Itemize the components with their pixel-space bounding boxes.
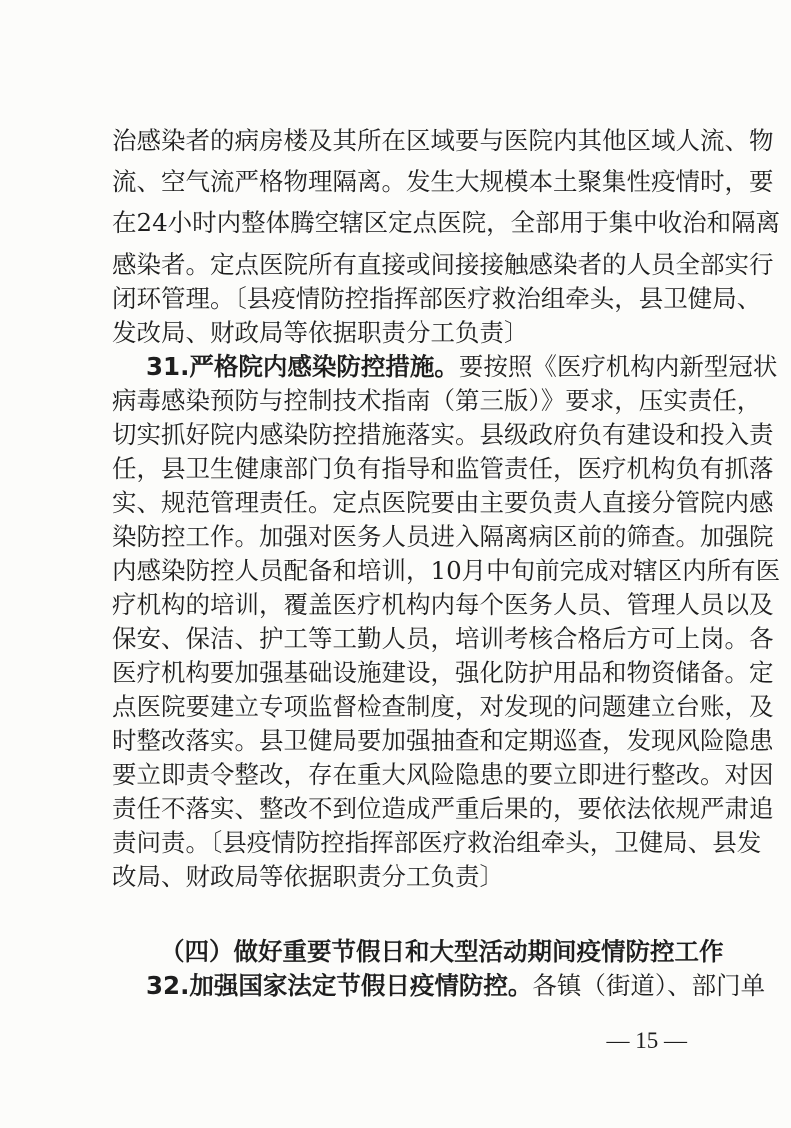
text-line: 实、规范管理责任。定点医院要由主要负责人直接分管院内感 <box>112 488 774 517</box>
text-line: 闭环管理。〔县疫情防控指挥部医疗救治组牵头，县卫健局、 <box>112 284 762 313</box>
text-line: 在24小时内整体腾空辖区定点医院，全部用于集中收治和隔离 <box>112 208 781 237</box>
text-line: 时整改落实。县卫健局要加强抽查和定期巡查，发现风险隐患 <box>112 726 774 755</box>
text-line: 病毒感染预防与控制技术指南（第三版）》要求，压实责任， <box>112 386 762 415</box>
text-line: 发改局、财政局等依据职责分工负责〕 <box>112 318 529 347</box>
text-line: 切实抓好院内感染防控措施落实。县级政府负有建设和投入责 <box>112 420 774 449</box>
text-span: 各镇（街道）、部门单 <box>532 971 766 1000</box>
text-line: 要立即责令整改，存在重大风险隐患的要立即进行整改。对因 <box>112 760 774 789</box>
text-line: 改局、财政局等依据职责分工负责〕 <box>112 862 504 891</box>
text-line: 感染者。定点医院所有直接或间接接触感染者的人员全部实行 <box>112 250 774 279</box>
text-line: 医疗机构要加强基础设施建设，强化防护用品和物资储备。定 <box>112 658 774 687</box>
item-32-first-line <box>146 969 766 1003</box>
section-subheading: （四）做好重要节假日和大型活动期间疫情防控工作 <box>160 937 724 966</box>
text-line: 流、空气流严格物理隔离。发生大规模本土聚集性疫情时，要 <box>112 167 774 196</box>
text-line: 责任不落实、整改不到位造成严重后果的，要依法依规严肃追 <box>112 794 774 823</box>
text-line: 点医院要建立专项监督检查制度，对发现的问题建立台账，及 <box>112 692 774 721</box>
item-32-heading: 32.加强国家法定节假日疫情防控。 <box>146 971 533 1000</box>
item-31-heading: 31.严格院内感染防控措施。 <box>146 352 459 381</box>
page-number: — 15 — <box>606 1028 687 1053</box>
text-line: 任，县卫生健康部门负有指导和监管责任，医疗机构负有抓落 <box>112 454 774 483</box>
text-line: 治感染者的病房楼及其所在区域要与医院内其他区域人流、物 <box>112 126 774 155</box>
text-line: 疗机构的培训，覆盖医疗机构内每个医务人员、管理人员以及 <box>112 590 774 619</box>
text-line: 责问责。〔县疫情防控指挥部医疗救治组牵头，卫健局、县发 <box>112 828 762 857</box>
text-line: 保安、保洁、护工等工勤人员，培训考核合格后方可上岗。各 <box>112 624 774 653</box>
text-span: 要按照《医疗机构内新型冠状 <box>458 352 778 381</box>
text-line: 染防控工作。加强对医务人员进入隔离病区前的筛查。加强院 <box>112 522 774 551</box>
text-line: 内感染防控人员配备和培训，10月中旬前完成对辖区内所有医 <box>112 556 781 585</box>
